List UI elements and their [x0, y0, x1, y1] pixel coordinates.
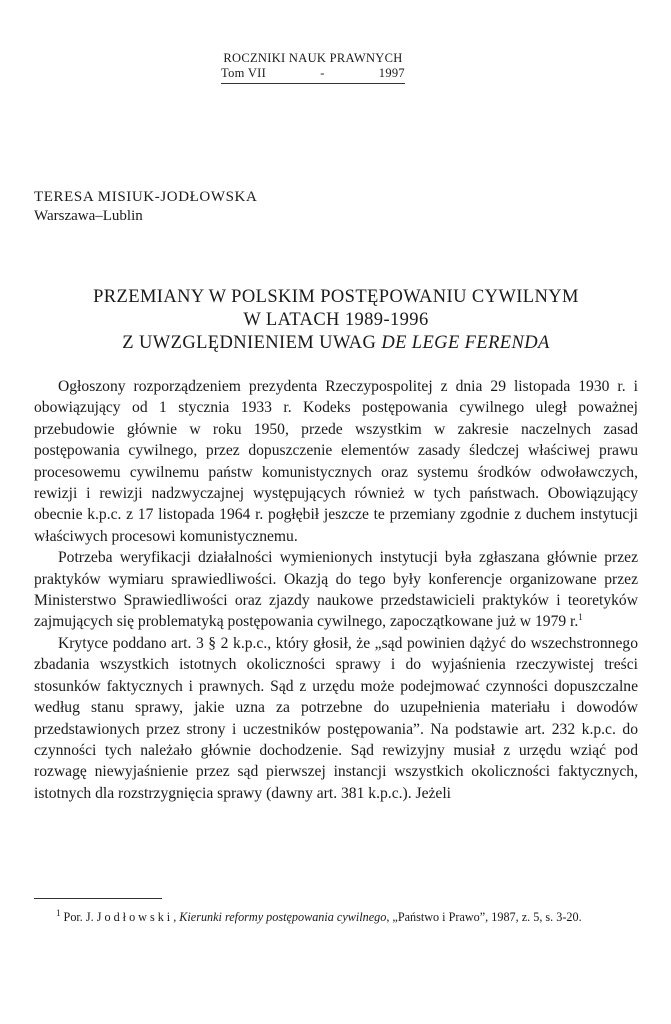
title-line-3-text: Z UWZGLĘDNIENIEM UWAG: [122, 333, 382, 353]
paragraph-3: Krytyce poddano art. 3 § 2 k.p.c., który głosił, że „sąd powinien dążyć do wszechstronnego zbadania wszystkich istotnych okoliczności sprawy i do wyjaśnienia rzeczywistej treści stosunków faktycznych i prawnych. Sąd z urzędu może podejmować czynności dopuszczalne według stanu sprawy, jakie uzna za potrzebne do uzupełnienia materiału i dowodów przedstawionych przez strony i uczestników postępowania”. Na podstawie art. 232 k.p.c. do czynności tych należało głównie dochodzenie. Sąd rewizyjny musiał z urzędu wziąć pod rozwagę niewyjaśnienie przez sąd pierwszej instancji wszystkich okoliczności faktycznych, istotnych dla rozstrzygnięcia sprawy (dawny art. 381 k.p.c.). Jeżeli: [34, 634, 638, 802]
footnote-separator: ,: [173, 910, 180, 924]
author-affiliation: Warszawa–Lublin: [34, 208, 143, 224]
footnote-ref-1[interactable]: 1: [578, 612, 583, 623]
footnote-citation: , „Państwo i Prawo”, 1987, z. 5, s. 3-20.: [386, 910, 582, 924]
footnote-number: 1: [56, 907, 61, 918]
author-name: TERESA MISIUK-JODŁOWSKA: [34, 189, 258, 205]
title-line-2: W LATACH 1989-1996: [243, 310, 429, 330]
title-line-3: [34, 332, 638, 355]
volume-dash: -: [320, 66, 325, 80]
journal-name: ROCZNIKI NAUK PRAWNYCH: [223, 51, 403, 65]
footnote-author: Jodłowski: [96, 910, 174, 924]
article-title: [34, 286, 638, 355]
title-latin-phrase: DE LEGE FERENDA: [381, 333, 550, 353]
paragraph-1: Ogłoszony rozporządzeniem prezydenta Rzeczypospolitej z dnia 29 listopada 1930 r. i obowiązujący od 1 stycznia 1933 r. Kodeks postępowania cywilnego uległ poważnej przebudowie głównie w roku 1950, przede wszystkim w zakresie naczelnych zasad postępowania cywilnego, przez dopuszczenie elementów zasady śledczej właściwej prawu procesowemu cywilnemu państw komunistycznych oraz systemu środków odwoławczych, rewizji i rewizji nadzwyczajnej występujących również w tych państwach. Obowiązujący obecnie k.p.c. z 17 listopada 1964 r. pogłębił jeszcze te przemiany zgodnie z duchem instytucji właściwych procesowi komunistycznemu.: [34, 378, 638, 545]
volume-number: Tom VII: [221, 66, 267, 80]
paragraph-2: [34, 547, 638, 633]
paragraph-2-text: Potrzeba weryfikacji działalności wymienionych instytucji była zgłaszana głównie przez praktyków wymiaru sprawiedliwości. Okazją do tego były konferencje organizowane przez Ministerstwo Sprawiedliwości oraz zjazdy naukowe przedstawicieli praktyków i teoretyków zajmujących się problematyką postępowania cywilnego, zapoczątkowane już w 1979 r.: [34, 549, 638, 631]
footnote-work-title: Kierunki reformy postępowania cywilnego: [179, 910, 387, 924]
publication-year: 1997: [378, 66, 405, 80]
footnote-prefix: Por. J.: [60, 910, 97, 924]
footnote-divider: [34, 898, 162, 899]
article-body: [34, 376, 638, 804]
author-block: [34, 188, 257, 226]
volume-line: [221, 66, 405, 84]
title-line-1: PRZEMIANY W POLSKIM POSTĘPOWANIU CYWILNYM: [93, 287, 579, 307]
running-head: [221, 51, 405, 84]
footnote-1: [34, 909, 638, 926]
